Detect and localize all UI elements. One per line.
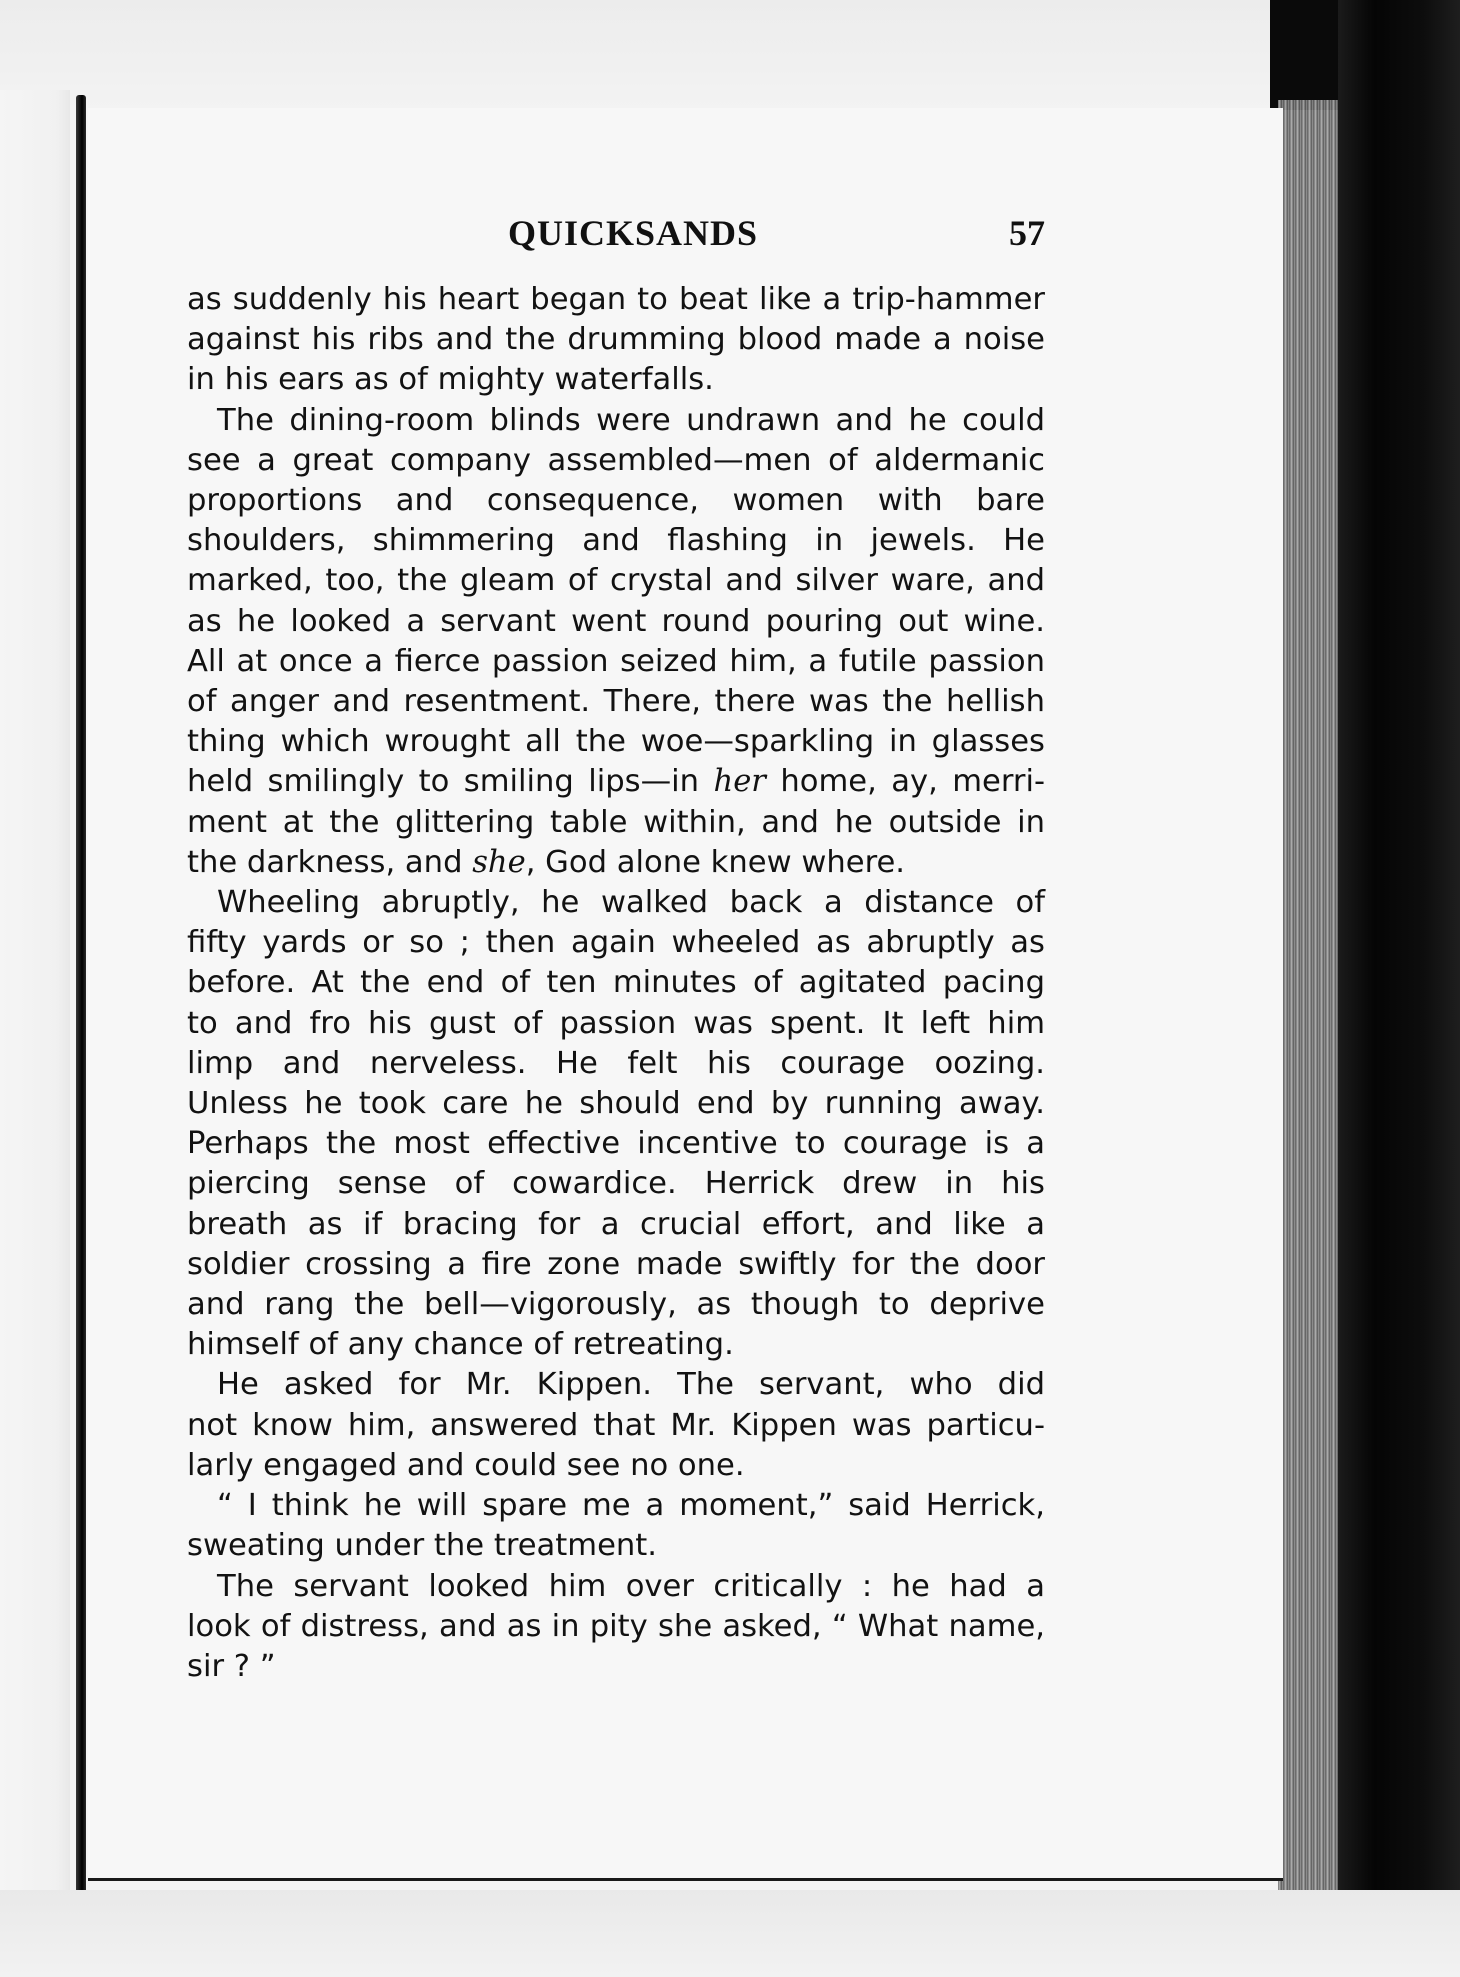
body-text [187, 280, 1045, 1687]
text-line: as he looked a servant went round pouring out wine. [187, 603, 1045, 639]
paragraph [187, 1365, 1045, 1486]
text-line: sweating under the treatment. [187, 1528, 658, 1564]
text-line: before. At the end of ten minutes of agitated pacing [187, 965, 1045, 1001]
text-line: thing which wrought all the woe—sparkling in glasses [187, 724, 1045, 760]
text-line: as suddenly his heart began to beat like a trip-hammer [187, 282, 1045, 317]
text-line: see a great company assembled—men of aldermanic [187, 442, 1045, 478]
text-line: proportions and consequence, women with bare [187, 483, 1045, 519]
running-head-title: QUICKSANDS [507, 213, 759, 253]
text-line: He asked for Mr. Kippen. The servant, who did [217, 1367, 1045, 1403]
text-line: himself of any chance of retreating. [187, 1327, 734, 1363]
text-line: in his ears as of mighty waterfalls. [187, 362, 714, 398]
text-line: held smilingly to smiling lips—in her home, ay, merri- [187, 764, 1045, 800]
paragraph [187, 1567, 1045, 1688]
text-line: The servant looked him over critically : he had a [217, 1568, 1045, 1604]
paragraph [187, 401, 1045, 883]
text-line: shoulders, shimmering and flashing in jewels. He [187, 523, 1045, 559]
text-line: against his ribs and the drumming blood made a noise [187, 322, 1045, 358]
text-line: not know him, answered that Mr. Kippen was particu- [187, 1407, 1045, 1443]
running-head [187, 212, 1045, 262]
text-line: to and fro his gust of passion was spent. It left him [187, 1005, 1045, 1041]
text-line: Wheeling abruptly, he walked back a distance of [217, 885, 1045, 921]
text-line: soldier crossing a fire zone made swiftly for the door [187, 1246, 1045, 1282]
text-line: piercing sense of cowardice. Herrick drew in his [187, 1166, 1045, 1202]
paragraph [187, 1486, 1045, 1566]
text-line: breath as if bracing for a crucial effort, and like a [187, 1206, 1045, 1242]
text-line: look of distress, and as in pity she asked, “ What name, [187, 1608, 1045, 1644]
scan-background-top [0, 0, 1460, 110]
text-line: The dining-room blinds were undrawn and he could [217, 402, 1045, 438]
page-edges [1278, 100, 1338, 1890]
text-line: the darkness, and she, God alone knew where. [187, 844, 906, 880]
text-line: fifty yards or so ; then again wheeled as abruptly as [187, 925, 1045, 961]
text-line: larly engaged and could see no one. [187, 1447, 745, 1483]
text-line: “ I think he will spare me a moment,” said Herrick, [217, 1488, 1045, 1524]
text-line: limp and nerveless. He felt his courage oozing. [187, 1045, 1045, 1081]
text-line: and rang the bell—vigorously, as though to deprive [187, 1287, 1045, 1323]
text-line: Perhaps the most effective incentive to courage is a [187, 1126, 1045, 1162]
page-number: 57 [1009, 213, 1045, 253]
facing-page-edge [0, 90, 70, 1890]
text-line: ment at the glittering table within, and he outside in [187, 804, 1045, 840]
book-gutter [76, 95, 86, 1895]
text-line: Unless he took care he should end by running away. [187, 1086, 1045, 1122]
text-line: marked, too, the gleam of crystal and silver ware, and [187, 563, 1045, 599]
paragraph [187, 280, 1045, 401]
scan-dark-margin [1338, 0, 1460, 1977]
text-line: All at once a fierce passion seized him, a futile passion [187, 643, 1045, 679]
paragraph [187, 883, 1045, 1365]
text-line: of anger and resentment. There, there was the hellish [187, 684, 1045, 720]
text-line: sir ? ” [187, 1648, 276, 1684]
scan-background-bottom [0, 1890, 1460, 1977]
